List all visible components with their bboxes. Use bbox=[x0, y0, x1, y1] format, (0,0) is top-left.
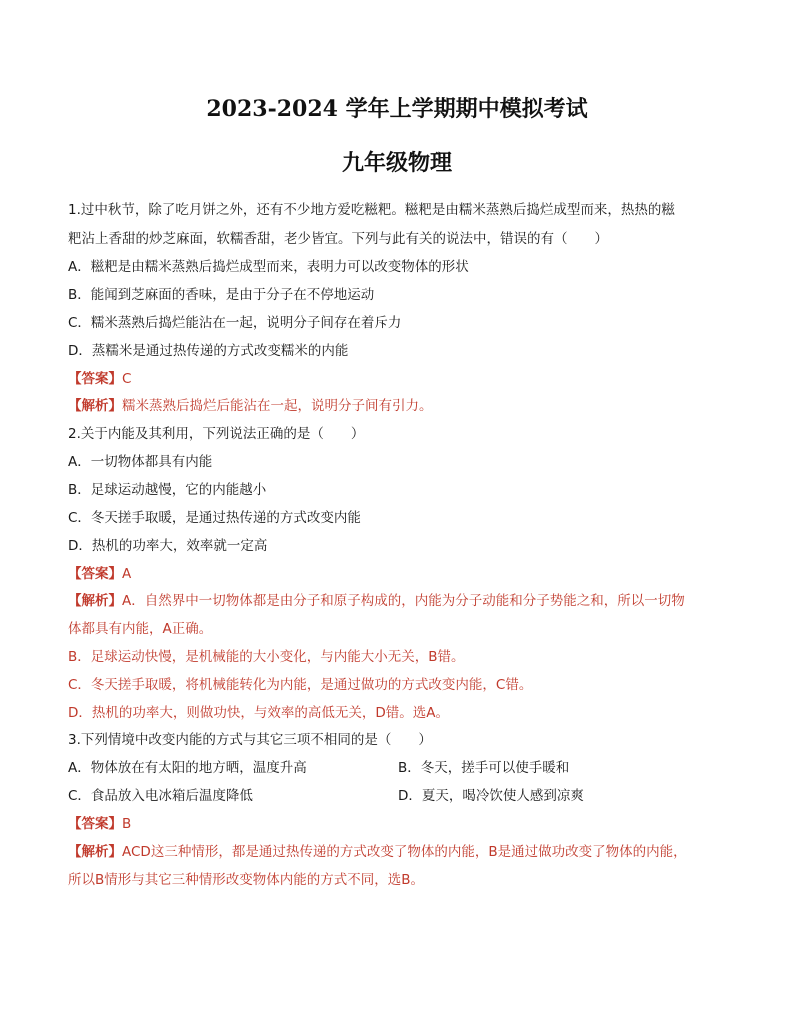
q2-analysis-line5: D．热机的功率大，则做功快，与效率的高低无关，D错。选A。 bbox=[68, 705, 450, 721]
q2-answer-value: A bbox=[122, 566, 132, 582]
q2-option-b: B．足球运动越慢，它的内能越小 bbox=[68, 482, 267, 498]
q2-analysis-line1 bbox=[68, 592, 685, 610]
q1-analysis-label: 【解析】 bbox=[68, 398, 122, 414]
page-title: 2023-2024 学年上学期期中模拟考试 bbox=[206, 96, 588, 122]
q3-analysis-label: 【解析】 bbox=[68, 844, 122, 860]
q3-answer bbox=[68, 815, 131, 833]
q1-option-a: A．糍粑是由糯米蒸熟后捣烂成型而来，表明力可以改变物体的形状 bbox=[68, 259, 469, 275]
q3-option-b: B．冬天，搓手可以使手暖和 bbox=[398, 760, 570, 776]
q2-analysis-line4: C．冬天搓手取暖，将机械能转化为内能，是通过做功的方式改变内能，C错。 bbox=[68, 677, 533, 693]
q1-analysis bbox=[68, 397, 433, 415]
q3-analysis-line2: 所以B情形与其它三种情形改变物体内能的方式不同，选B。 bbox=[68, 872, 425, 888]
q1-answer-value: C bbox=[122, 371, 132, 387]
q3-analysis-line1 bbox=[68, 843, 687, 861]
q1-option-c: C．糯米蒸熟后捣烂能沾在一起，说明分子间存在着斥力 bbox=[68, 315, 402, 331]
q2-analysis-label: 【解析】 bbox=[68, 593, 122, 609]
q1-analysis-text: 糯米蒸熟后捣烂后能沾在一起，说明分子间有引力。 bbox=[122, 398, 433, 414]
q3-answer-value: B bbox=[122, 816, 132, 832]
q3-analysis-text1: ACD这三种情形，都是通过热传递的方式改变了物体的内能，B是通过做功改变了物体的内能， bbox=[122, 844, 687, 860]
q3-option-a: A．物体放在有太阳的地方晒，温度升高 bbox=[68, 760, 307, 776]
q2-option-a: A．一切物体都具有内能 bbox=[68, 454, 213, 470]
q1-option-d: D．蒸糯米是通过热传递的方式改变糯米的内能 bbox=[68, 343, 349, 359]
q3-option-d: D．夏天，喝冷饮使人感到凉爽 bbox=[398, 788, 584, 804]
q1-answer bbox=[68, 370, 131, 388]
q3-answer-label: 【答案】 bbox=[68, 816, 122, 832]
q2-option-d: D．热机的功率大，效率就一定高 bbox=[68, 538, 268, 554]
q1-answer-label: 【答案】 bbox=[68, 371, 122, 387]
q1-stem-line1: 1.过中秋节，除了吃月饼之外，还有不少地方爱吃糍粑。糍粑是由糯米蒸熟后捣烂成型而来，热热的糍 bbox=[68, 202, 675, 218]
q2-answer-label: 【答案】 bbox=[68, 566, 122, 582]
q3-options-row1 bbox=[68, 759, 728, 777]
q2-analysis-line2: 体都具有内能，A正确。 bbox=[68, 621, 213, 637]
q3-option-c: C．食品放入电冰箱后温度降低 bbox=[68, 788, 253, 804]
q1-stem-line2: 粑沾上香甜的炒芝麻面，软糯香甜，老少皆宜。下列与此有关的说法中，错误的有（ ） bbox=[68, 231, 608, 247]
q2-option-c: C．冬天搓手取暖，是通过热传递的方式改变内能 bbox=[68, 510, 361, 526]
page-subtitle: 九年级物理 bbox=[341, 150, 452, 176]
q3-options-row2 bbox=[68, 787, 728, 805]
q2-answer bbox=[68, 565, 131, 583]
q2-stem: 2.关于内能及其利用，下列说法正确的是（ ） bbox=[68, 426, 365, 442]
q2-analysis-text1: A．自然界中一切物体都是由分子和原子构成的，内能为分子动能和分子势能之和，所以一切物 bbox=[122, 593, 685, 609]
q3-stem: 3.下列情境中改变内能的方式与其它三项不相同的是（ ） bbox=[68, 732, 432, 748]
q1-option-b: B．能闻到芝麻面的香味，是由于分子在不停地运动 bbox=[68, 287, 375, 303]
q2-analysis-line3: B．足球运动快慢，是机械能的大小变化，与内能大小无关，B错。 bbox=[68, 649, 465, 665]
